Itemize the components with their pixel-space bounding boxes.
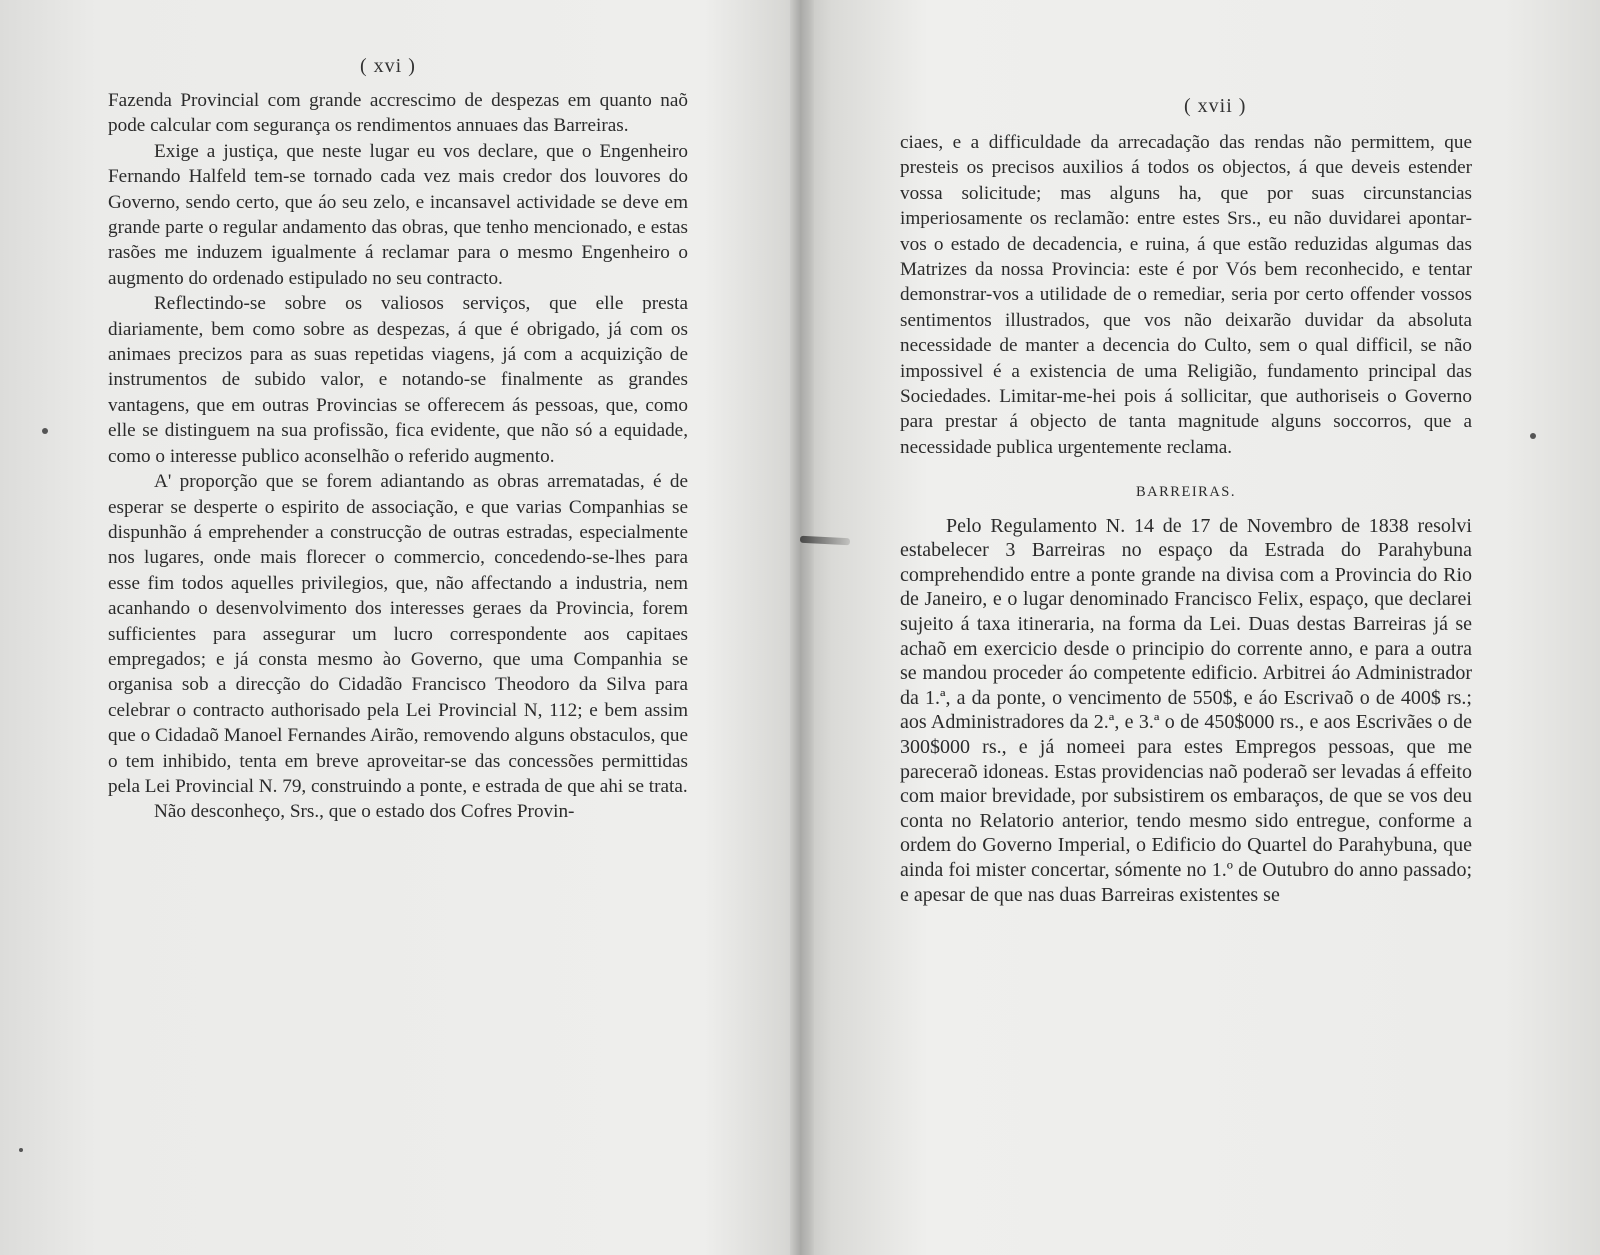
- ink-speck: [42, 428, 48, 434]
- right-paragraph: ciaes, e a difficuldade da arrecadação das rendas não permittem, que presteis os precisos auxilios á todos os objectos, á que deveis estender vossa solicitude; mas alguns ha, que por suas circunstancias imperiosamente os reclamão: entre estes Srs., eu não duvidarei apontar-vos o estado de decadencia, e ruina, á que estão reduzidas algumas das Matrizes da nossa Provincia: este é por Vós bem reconhecido, e tentar demonstrar-vos a utilidade de o remediar, seria por certo offender vossos sentimentos illustrados, que vos não deixarão duvidar da absoluta necessidade de manter a decencia do Culto, sem o qual difficil, se não impossivel é a existencia de uma Religião, fundamento principal das Sociedades. Limitar-me-hei pois á sollicitar, que authoriseis o Governo para prestar á objecto de tanta magnitude alguns soccorros, que a necessidade publica urgentemente reclama.: [900, 132, 1472, 458]
- right-page: [814, 0, 1600, 1255]
- ink-speck: [1530, 433, 1536, 439]
- book-gutter: [790, 0, 814, 1255]
- right-page-text: [900, 130, 1472, 907]
- left-paragraph: Não desconheço, Srs., que o estado dos Cofres Provin-: [154, 801, 575, 823]
- left-paragraph: Fazenda Provincial com grande accrescimo de despezas em quanto naõ pode calcular com segurança os rendimentos annuaes das Barreiras.: [108, 90, 688, 137]
- left-paragraph: Exige a justiça, que neste lugar eu vos declare, que o Engenheiro Fernando Halfeld tem-se tornado cada vez mais credor dos louvores do Governo, sendo certo, que áo seu zelo, e incansavel actividade se deve em grande parte o regular andamento das obras, que tenho mencionado, e estas rasões me induzem igualmente á reclamar para o mesmo Engenheiro o augmento do ordenado estipulado no seu contracto.: [108, 140, 688, 289]
- left-page: [0, 0, 790, 1255]
- left-paragraph: Reflectindo-se sobre os valiosos serviços, que elle presta diariamente, bem como sobre as despezas, á que é obrigado, já com os animaes precizos para as suas repetidas viagens, já com a acquizição de instrumentos de subido valor, e notando-se finalmente as grandes vantagens, que em outras Provincias se offerecem ás pessoas, que, como elle se distinguem na sua profissão, fica evidente, que não só a equidade, como o interesse publico aconselhão o referido augmento.: [108, 293, 688, 467]
- left-page-text: [108, 88, 688, 825]
- ink-speck: [19, 1148, 23, 1152]
- left-page-number: ( xvi ): [360, 55, 416, 77]
- section-heading-barreiras: BARREIRAS.: [1135, 484, 1236, 501]
- left-paragraph: A' proporção que se forem adiantando as obras arrematadas, é de esperar se desperte o espirito de associação, e que varias Companhias se dispunhão á emprehender a construcção de outras estradas, especialmente nos lugares, onde mais florecer o commercio, concedendo-se-lhes para esse fim todos aquelles privilegios, que, não affectando a industria, nem acanhando o desenvolvimento dos interesses geraes da Provincia, forem sufficientes para assegurar um lucro correspondente aos capitaes empregados; e já consta mesmo ào Governo, que uma Companhia se organisa sob a direcção do Cidadão Francisco Theodoro da Silva para celebrar o contracto authorisado pela Lei Provincial N, 112; e bem assim que o Cidadaõ Manoel Fernandes Airão, removendo alguns obstaculos, que o tem inhibido, tenta em breve aproveitar-se das concessões permittidas pela Lei Provincial N. 79, construindo a ponte, e estrada de que ahi se trata.: [108, 471, 688, 797]
- right-page-number: ( xvii ): [1184, 95, 1247, 117]
- right-paragraph: Pelo Regulamento N. 14 de 17 de Novembro de 1838 resolvi estabelecer 3 Barreiras no espaço da Estrada do Parahybuna comprehendido entre a ponte grande na divisa com a Provincia do Rio de Janeiro, e o lugar denominado Francisco Felix, espaço, que declarei sujeito á taxa itineraria, na forma da Lei. Duas destas Barreiras já se achaõ em exercicio desde o principio do corrente anno, e para a outra se mandou proceder áo competente edificio. Arbitrei áo Administrador da 1.ª, a da ponte, o vencimento de 550$, e áo Escrivaõ o de 400$ rs.; aos Administradores da 2.ª, e 3.ª o de 450$000 rs., e aos Escrivães o de 300$000 rs., e já nomeei para estes Empregos pessoas, que me pareceraõ idoneas. Estas providencias naõ poderaõ ser levadas á effeito com maior brevidade, por subsistirem os embaraços, de que se vos deu conta no Relatorio anterior, tendo mesmo sido entregue, conforme a ordem do Governo Imperial, o Edificio do Quartel do Parahybuna, que ainda foi mister concertar, sómente no 1.º de Outubro do anno passado; e apesar de que nas duas Barreiras existentes se: [900, 514, 1472, 906]
